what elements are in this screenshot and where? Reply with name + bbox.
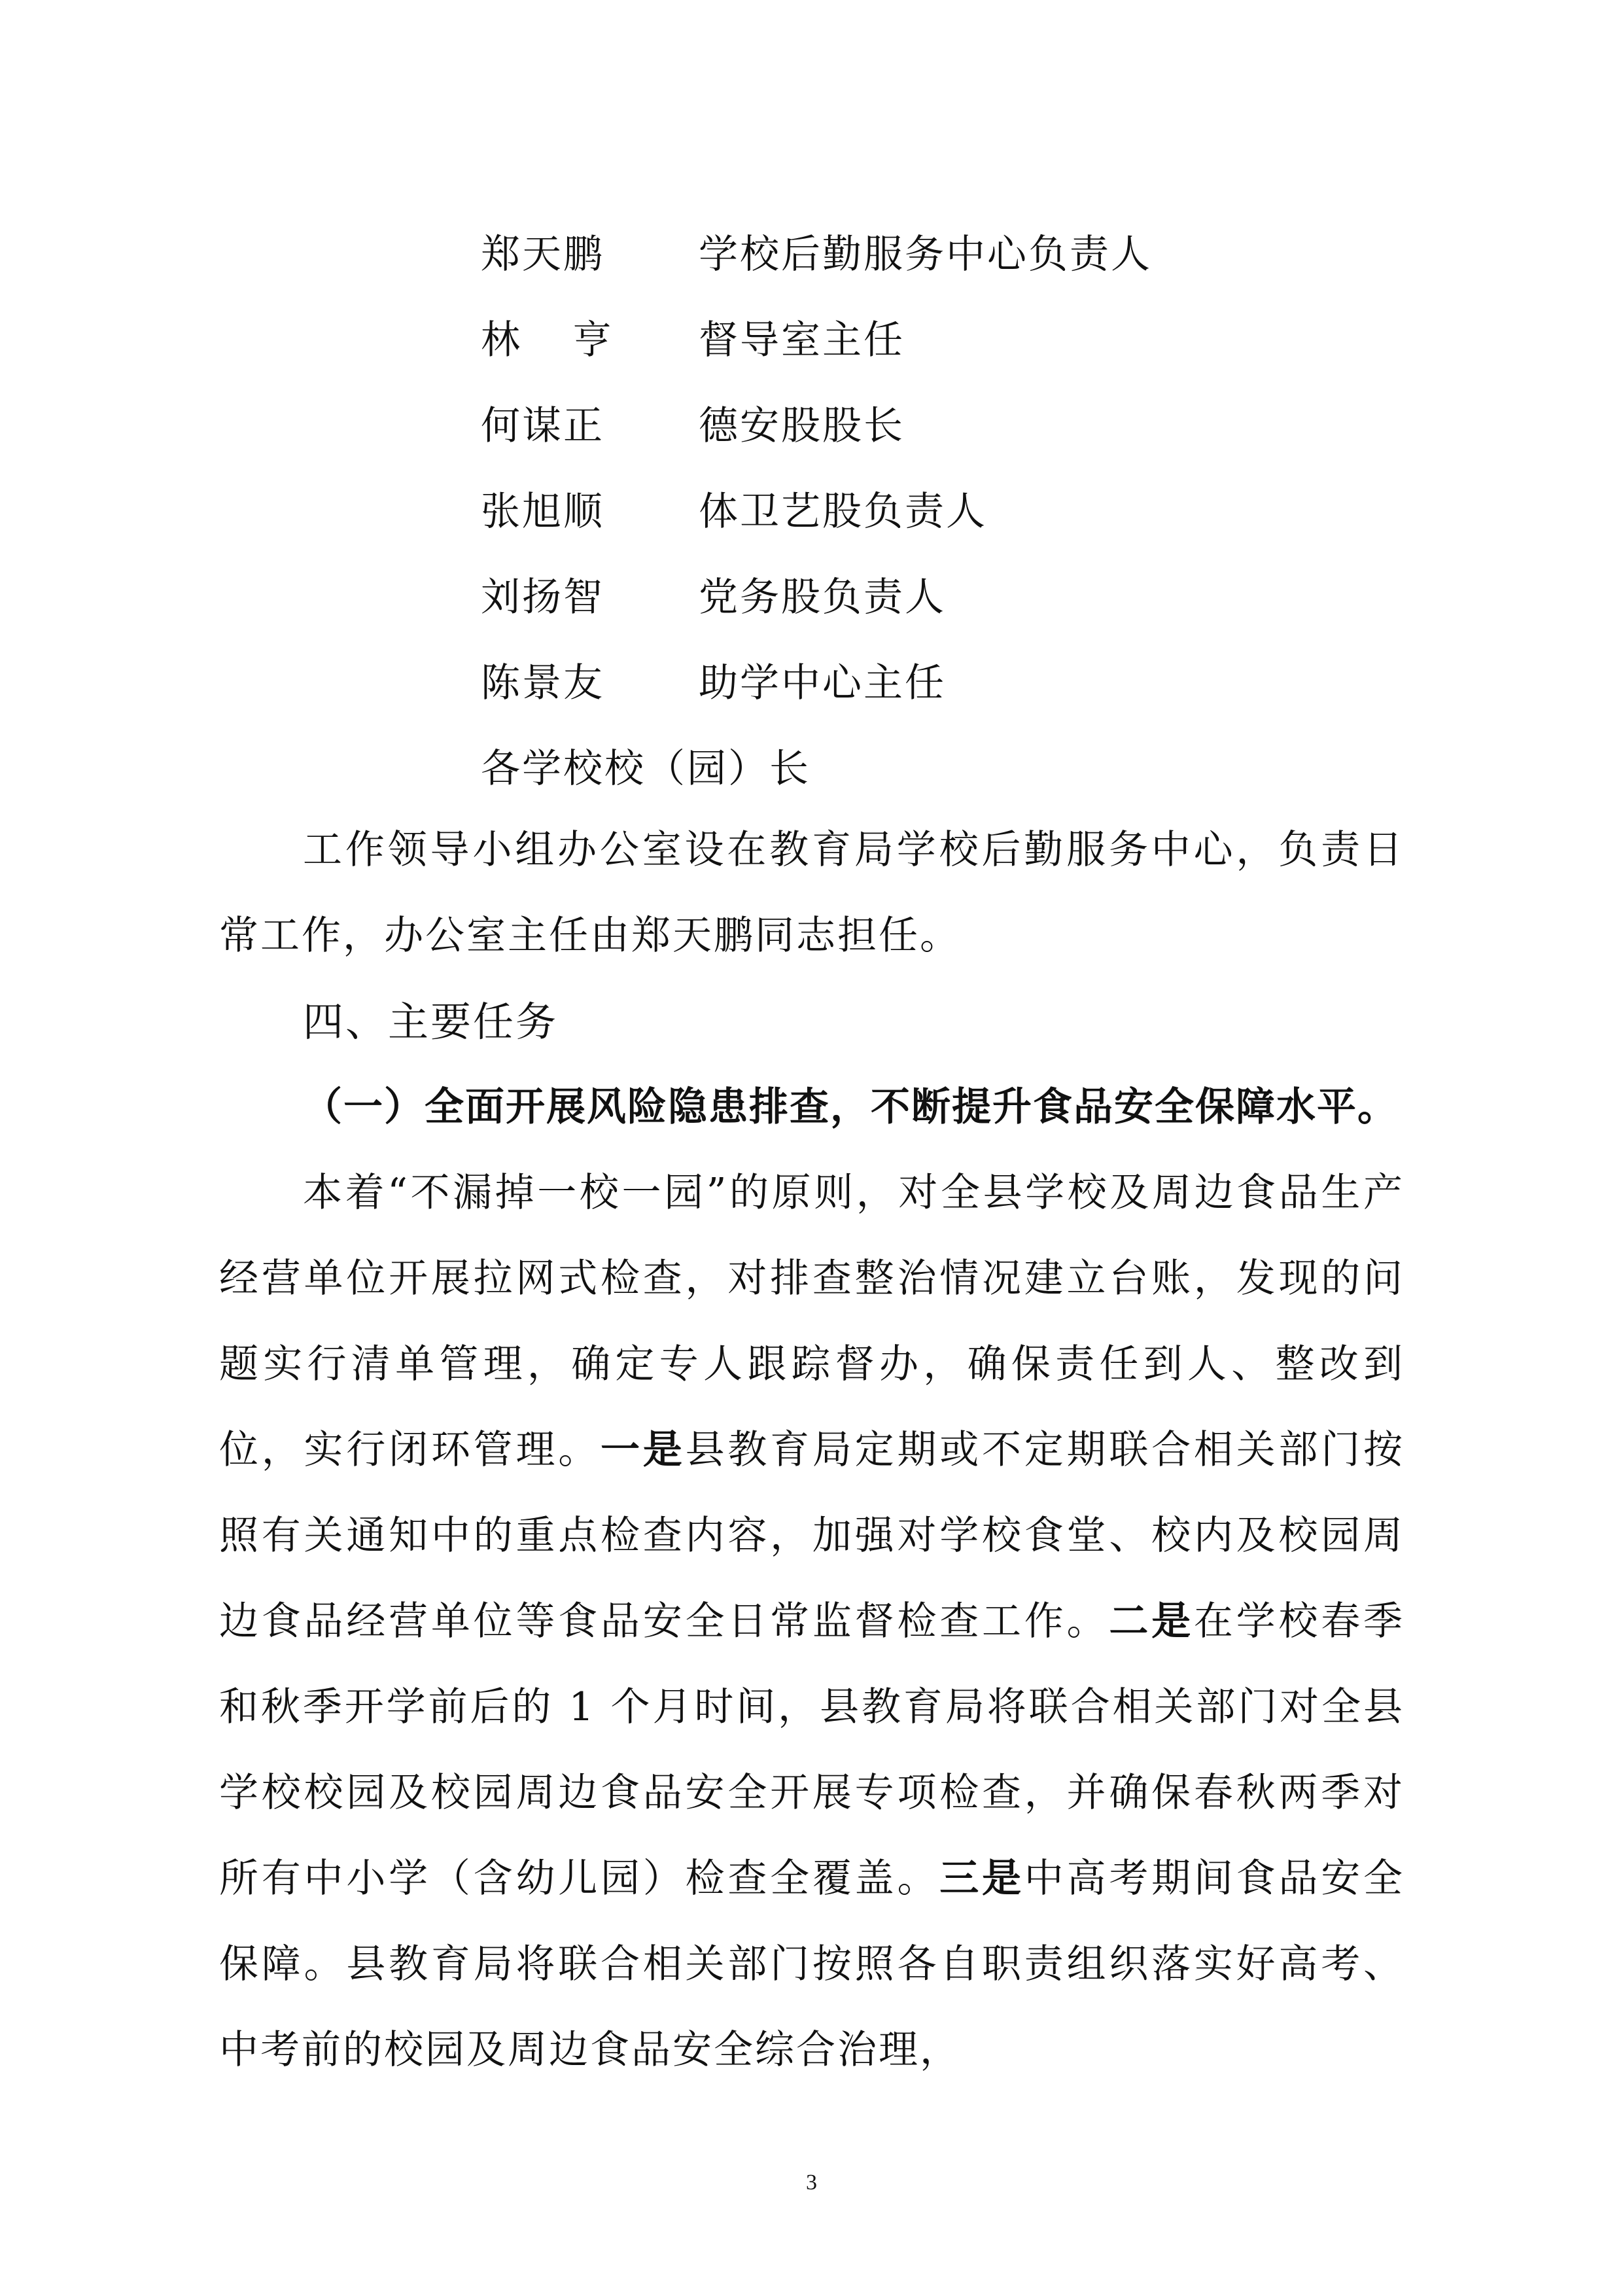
subsection-heading: （一）全面开展风险隐患排查，不断提升食品安全保障水平。 (303, 1084, 1398, 1130)
member-row (481, 637, 1462, 722)
member-name: 陈景友 (481, 660, 604, 706)
task-lead: 一是 (601, 1427, 686, 1473)
task-paragraph (219, 1150, 1405, 2093)
member-row (481, 208, 1462, 294)
member-row (481, 294, 1462, 380)
task-text: 本着“不漏掉一校一园”的原则，对全县学校及周边食品生产经营单位开展拉网式检查，对排查整治情况建立台账，发现的问题实行清单管理，确定专人跟踪督办，确保责任到人、整改到位，实行闭环管理。 (219, 1170, 1405, 1473)
member-name: 何谋正 (481, 402, 604, 449)
member-role: 助学中心主任 (699, 660, 946, 706)
task-text: 中高考期间食品安全保障。县教育局将联合相关部门按照各自职责组织落实好高考、中考前的校园及周边食品安全综合治理， (219, 1856, 1405, 2073)
member-row (481, 465, 1462, 551)
section-heading: 四、主要任务 (303, 998, 559, 1046)
member-role: 体卫艺股负责人 (699, 488, 987, 535)
task-text: 在学校春季和秋季开学前后的 1 个月时间，县教育局将联合相关部门对全县学校校园及校园周边食品安全开展专项检查，并确保春秋两季对所有中小学（含幼儿园）检查全覆盖。 (219, 1598, 1405, 1901)
task-text: 县教育局定期或不定期联合相关部门按照有关通知中的重点检查内容，加强对学校食堂、校内及校园周边食品经营单位等食品安全日常监督检查工作。 (219, 1427, 1405, 1644)
member-name-char: 林 (481, 317, 520, 363)
member-name: 张旭顺 (481, 488, 604, 535)
page-number: 3 (806, 2170, 817, 2195)
member-name (481, 309, 612, 365)
member-role: 德安股股长 (699, 402, 905, 449)
member-list (481, 208, 1462, 808)
member-name: 各学校校（园）长 (481, 745, 811, 792)
office-paragraph: 工作领导小组办公室设在教育局学校后勤服务中心，负责日常工作，办公室主任由郑天鹏同志担任。 (219, 827, 1405, 959)
member-role: 督导室主任 (699, 317, 905, 363)
member-role: 学校后勤服务中心负责人 (699, 231, 1152, 277)
task-lead: 三是 (939, 1856, 1024, 1901)
member-row (481, 551, 1462, 637)
member-role: 党务股负责人 (699, 574, 946, 620)
member-name: 刘扬智 (481, 574, 604, 620)
member-row (481, 380, 1462, 465)
member-name: 郑天鹏 (481, 231, 604, 277)
member-name-char: 亨 (572, 317, 612, 363)
body-text (219, 807, 1405, 2093)
member-row (481, 722, 1462, 808)
task-lead: 二是 (1109, 1598, 1194, 1644)
